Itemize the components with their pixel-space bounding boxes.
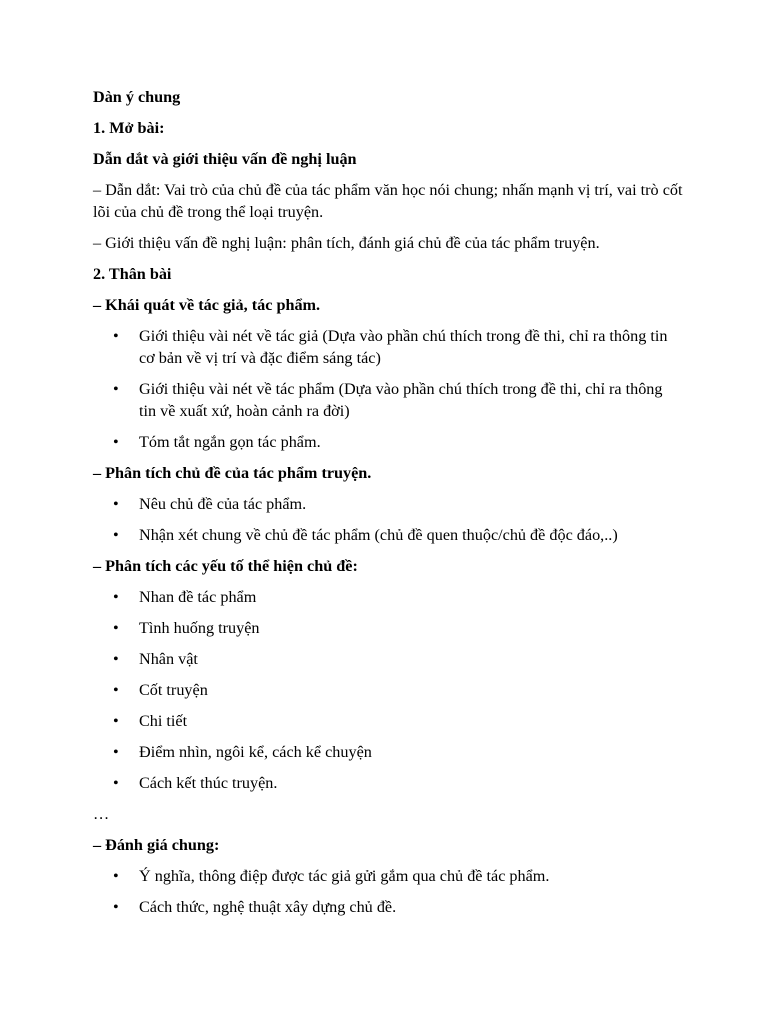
list-item bbox=[93, 617, 683, 639]
list-item-text: Giới thiệu vài nét về tác giả (Dựa vào phần chú thích trong đề thi, chỉ ra thông tin cơ bản về vị trí và đặc điểm sáng tác) bbox=[139, 327, 668, 367]
bullet-icon: • bbox=[113, 898, 119, 916]
bullet-icon: • bbox=[113, 588, 119, 606]
list-item-text: Nhân vật bbox=[139, 650, 198, 668]
bullet-icon: • bbox=[113, 526, 119, 544]
general-evaluation-list bbox=[93, 865, 683, 918]
list-item-text: Cách kết thúc truyện. bbox=[139, 774, 278, 792]
document-title: Dàn ý chung bbox=[93, 88, 181, 106]
list-item bbox=[93, 586, 683, 608]
list-item-text: Nhận xét chung về chủ đề tác phẩm (chủ đề quen thuộc/chủ đề độc đáo,..) bbox=[139, 526, 618, 544]
list-item-text: Ý nghĩa, thông điệp được tác giả gửi gắm qua chủ đề tác phẩm. bbox=[139, 867, 550, 885]
list-item-text: Cách thức, nghệ thuật xây dựng chủ đề. bbox=[139, 898, 397, 916]
list-item-text: Điểm nhìn, ngôi kể, cách kể chuyện bbox=[139, 743, 372, 761]
theme-analysis-list bbox=[93, 493, 683, 546]
bullet-icon: • bbox=[113, 867, 119, 885]
bullet-icon: • bbox=[113, 380, 119, 398]
list-item-text: Giới thiệu vài nét về tác phẩm (Dựa vào phần chú thích trong đề thi, chỉ ra thông tin về xuất xứ, hoàn cảnh ra đời) bbox=[139, 380, 663, 420]
bullet-icon: • bbox=[113, 650, 119, 668]
list-item bbox=[93, 741, 683, 763]
list-item-text: Cốt truyện bbox=[139, 681, 208, 699]
list-item bbox=[93, 679, 683, 701]
list-item bbox=[93, 896, 683, 918]
list-item bbox=[93, 865, 683, 887]
theme-elements-list bbox=[93, 586, 683, 794]
document-body bbox=[93, 86, 683, 918]
author-work-overview-heading: – Khái quát về tác giả, tác phẩm. bbox=[93, 296, 321, 314]
list-item bbox=[93, 493, 683, 515]
bullet-icon: • bbox=[113, 774, 119, 792]
bullet-icon: • bbox=[113, 327, 119, 345]
list-item bbox=[93, 378, 683, 422]
list-item bbox=[93, 524, 683, 546]
list-item bbox=[93, 710, 683, 732]
section-1-paragraph-intro: – Dẫn dắt: Vai trò của chủ đề của tác phẩm văn học nói chung; nhấn mạnh vị trí, vai trò cốt lõi của chủ đề trong thể loại truyện. bbox=[93, 181, 683, 221]
theme-analysis-heading: – Phân tích chủ đề của tác phẩm truyện. bbox=[93, 464, 372, 482]
general-evaluation-heading: – Đánh giá chung: bbox=[93, 836, 220, 854]
bullet-icon: • bbox=[113, 712, 119, 730]
bullet-icon: • bbox=[113, 619, 119, 637]
section-1-heading: 1. Mở bài: bbox=[93, 119, 165, 137]
author-work-overview-list bbox=[93, 325, 683, 453]
list-item-text: Tình huống truyện bbox=[139, 619, 260, 637]
section-2-heading: 2. Thân bài bbox=[93, 265, 172, 283]
list-item bbox=[93, 772, 683, 794]
bullet-icon: • bbox=[113, 433, 119, 451]
ellipsis-text: … bbox=[93, 805, 110, 823]
list-item-text: Nhan đề tác phẩm bbox=[139, 588, 257, 606]
list-item-text: Chi tiết bbox=[139, 712, 188, 730]
section-1-subheading: Dẫn dắt và giới thiệu vấn đề nghị luận bbox=[93, 150, 357, 168]
list-item bbox=[93, 431, 683, 453]
list-item bbox=[93, 648, 683, 670]
bullet-icon: • bbox=[113, 681, 119, 699]
list-item-text: Nêu chủ đề của tác phẩm. bbox=[139, 495, 307, 513]
bullet-icon: • bbox=[113, 743, 119, 761]
list-item-text: Tóm tắt ngắn gọn tác phẩm. bbox=[139, 433, 321, 451]
list-item bbox=[93, 325, 683, 369]
theme-elements-heading: – Phân tích các yếu tố thể hiện chủ đề: bbox=[93, 557, 358, 575]
bullet-icon: • bbox=[113, 495, 119, 513]
section-1-paragraph-issue: – Giới thiệu vấn đề nghị luận: phân tích, đánh giá chủ đề của tác phẩm truyện. bbox=[93, 234, 600, 252]
